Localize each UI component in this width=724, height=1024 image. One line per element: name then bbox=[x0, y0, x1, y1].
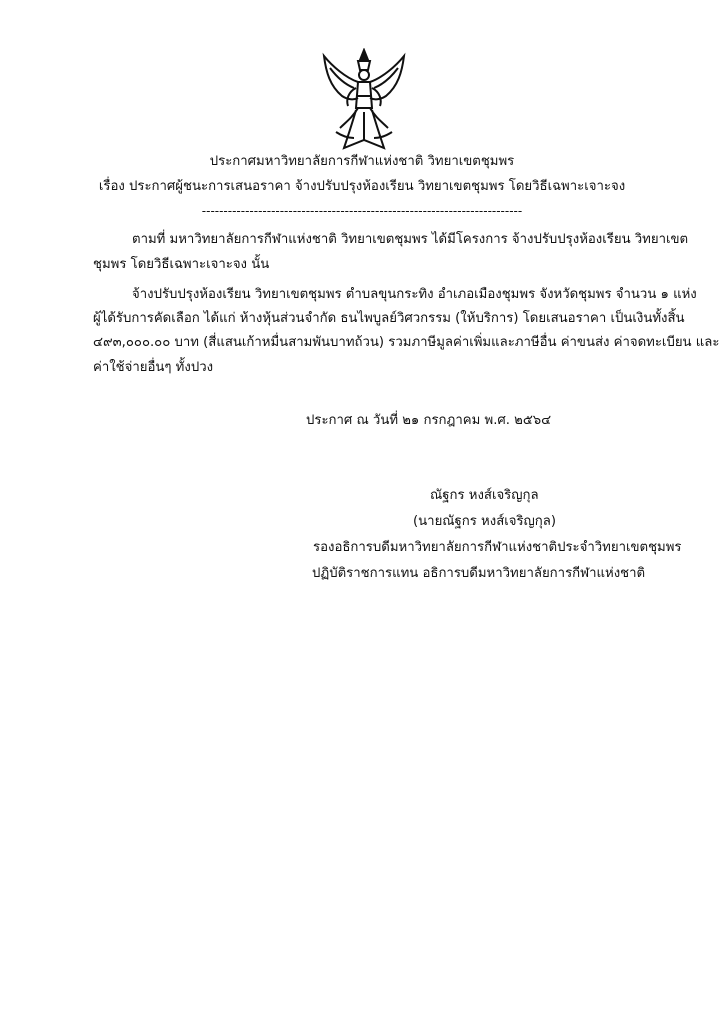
garuda-emblem-icon bbox=[318, 48, 410, 152]
signer-position-acting: ปฏิบัติราชการแทน อธิการบดีมหาวิทยาลัยการกีฬาแห่งชาติ bbox=[312, 566, 646, 581]
document-title: ประกาศมหาวิทยาลัยการกีฬาแห่งชาติ วิทยาเขตชุมพร bbox=[209, 154, 515, 169]
paragraph-2-line: ค่าใช้จ่ายอื่นๆ ทั้งปวง bbox=[93, 360, 214, 375]
document-subject: เรื่อง ประกาศผู้ชนะการเสนอราคา จ้างปรับปรุงห้องเรียน วิทยาเขตชุมพร โดยวิธีเฉพาะเจาะจง bbox=[98, 179, 626, 194]
paragraph-2-line: จ้างปรับปรุงห้องเรียน วิทยาเขตชุมพร ตำบลขุนกระทิง อำเภอเมืองชุมพร จังหวัดชุมพร จำนวน ๑ แห่ง bbox=[132, 287, 697, 302]
signer-position: รองอธิการบดีมหาวิทยาลัยการกีฬาแห่งชาติประจำวิทยาเขตชุมพร bbox=[313, 540, 682, 555]
announcement-date: ประกาศ ณ วันที่ ๒๑ กรกฎาคม พ.ศ. ๒๕๖๔ bbox=[306, 413, 552, 428]
paragraph-1-line: ชุมพร โดยวิธีเฉพาะเจาะจง นั้น bbox=[93, 257, 270, 272]
signer-name: (นายณัฐกร หงส์เจริญกุล) bbox=[413, 514, 557, 529]
divider-line: -------------------------------------------------------------------------- bbox=[201, 204, 523, 218]
paragraph-2-line: ๔๙๓,๐๐๐.๐๐ บาท (สี่แสนเก้าหมื่นสามพันบาทถ้วน) รวมภาษีมูลค่าเพิ่มและภาษีอื่น ค่าขนส่ง ค่าจดทะเบียน และ bbox=[93, 335, 720, 350]
signature: ณัฐกร หงส์เจริญกุล bbox=[430, 488, 539, 503]
paragraph-1-line: ตามที่ มหาวิทยาลัยการกีฬาแห่งชาติ วิทยาเขตชุมพร ได้มีโครงการ จ้างปรับปรุงห้องเรียน วิทยาเขต bbox=[132, 232, 689, 247]
paragraph-2-line: ผู้ได้รับการคัดเลือก ได้แก่ ห้างหุ้นส่วนจำกัด ธนไพบูลย์วิศวกรรม (ให้บริการ) โดยเสนอราคา เป็นเงินทั้งสิ้น bbox=[93, 311, 685, 326]
